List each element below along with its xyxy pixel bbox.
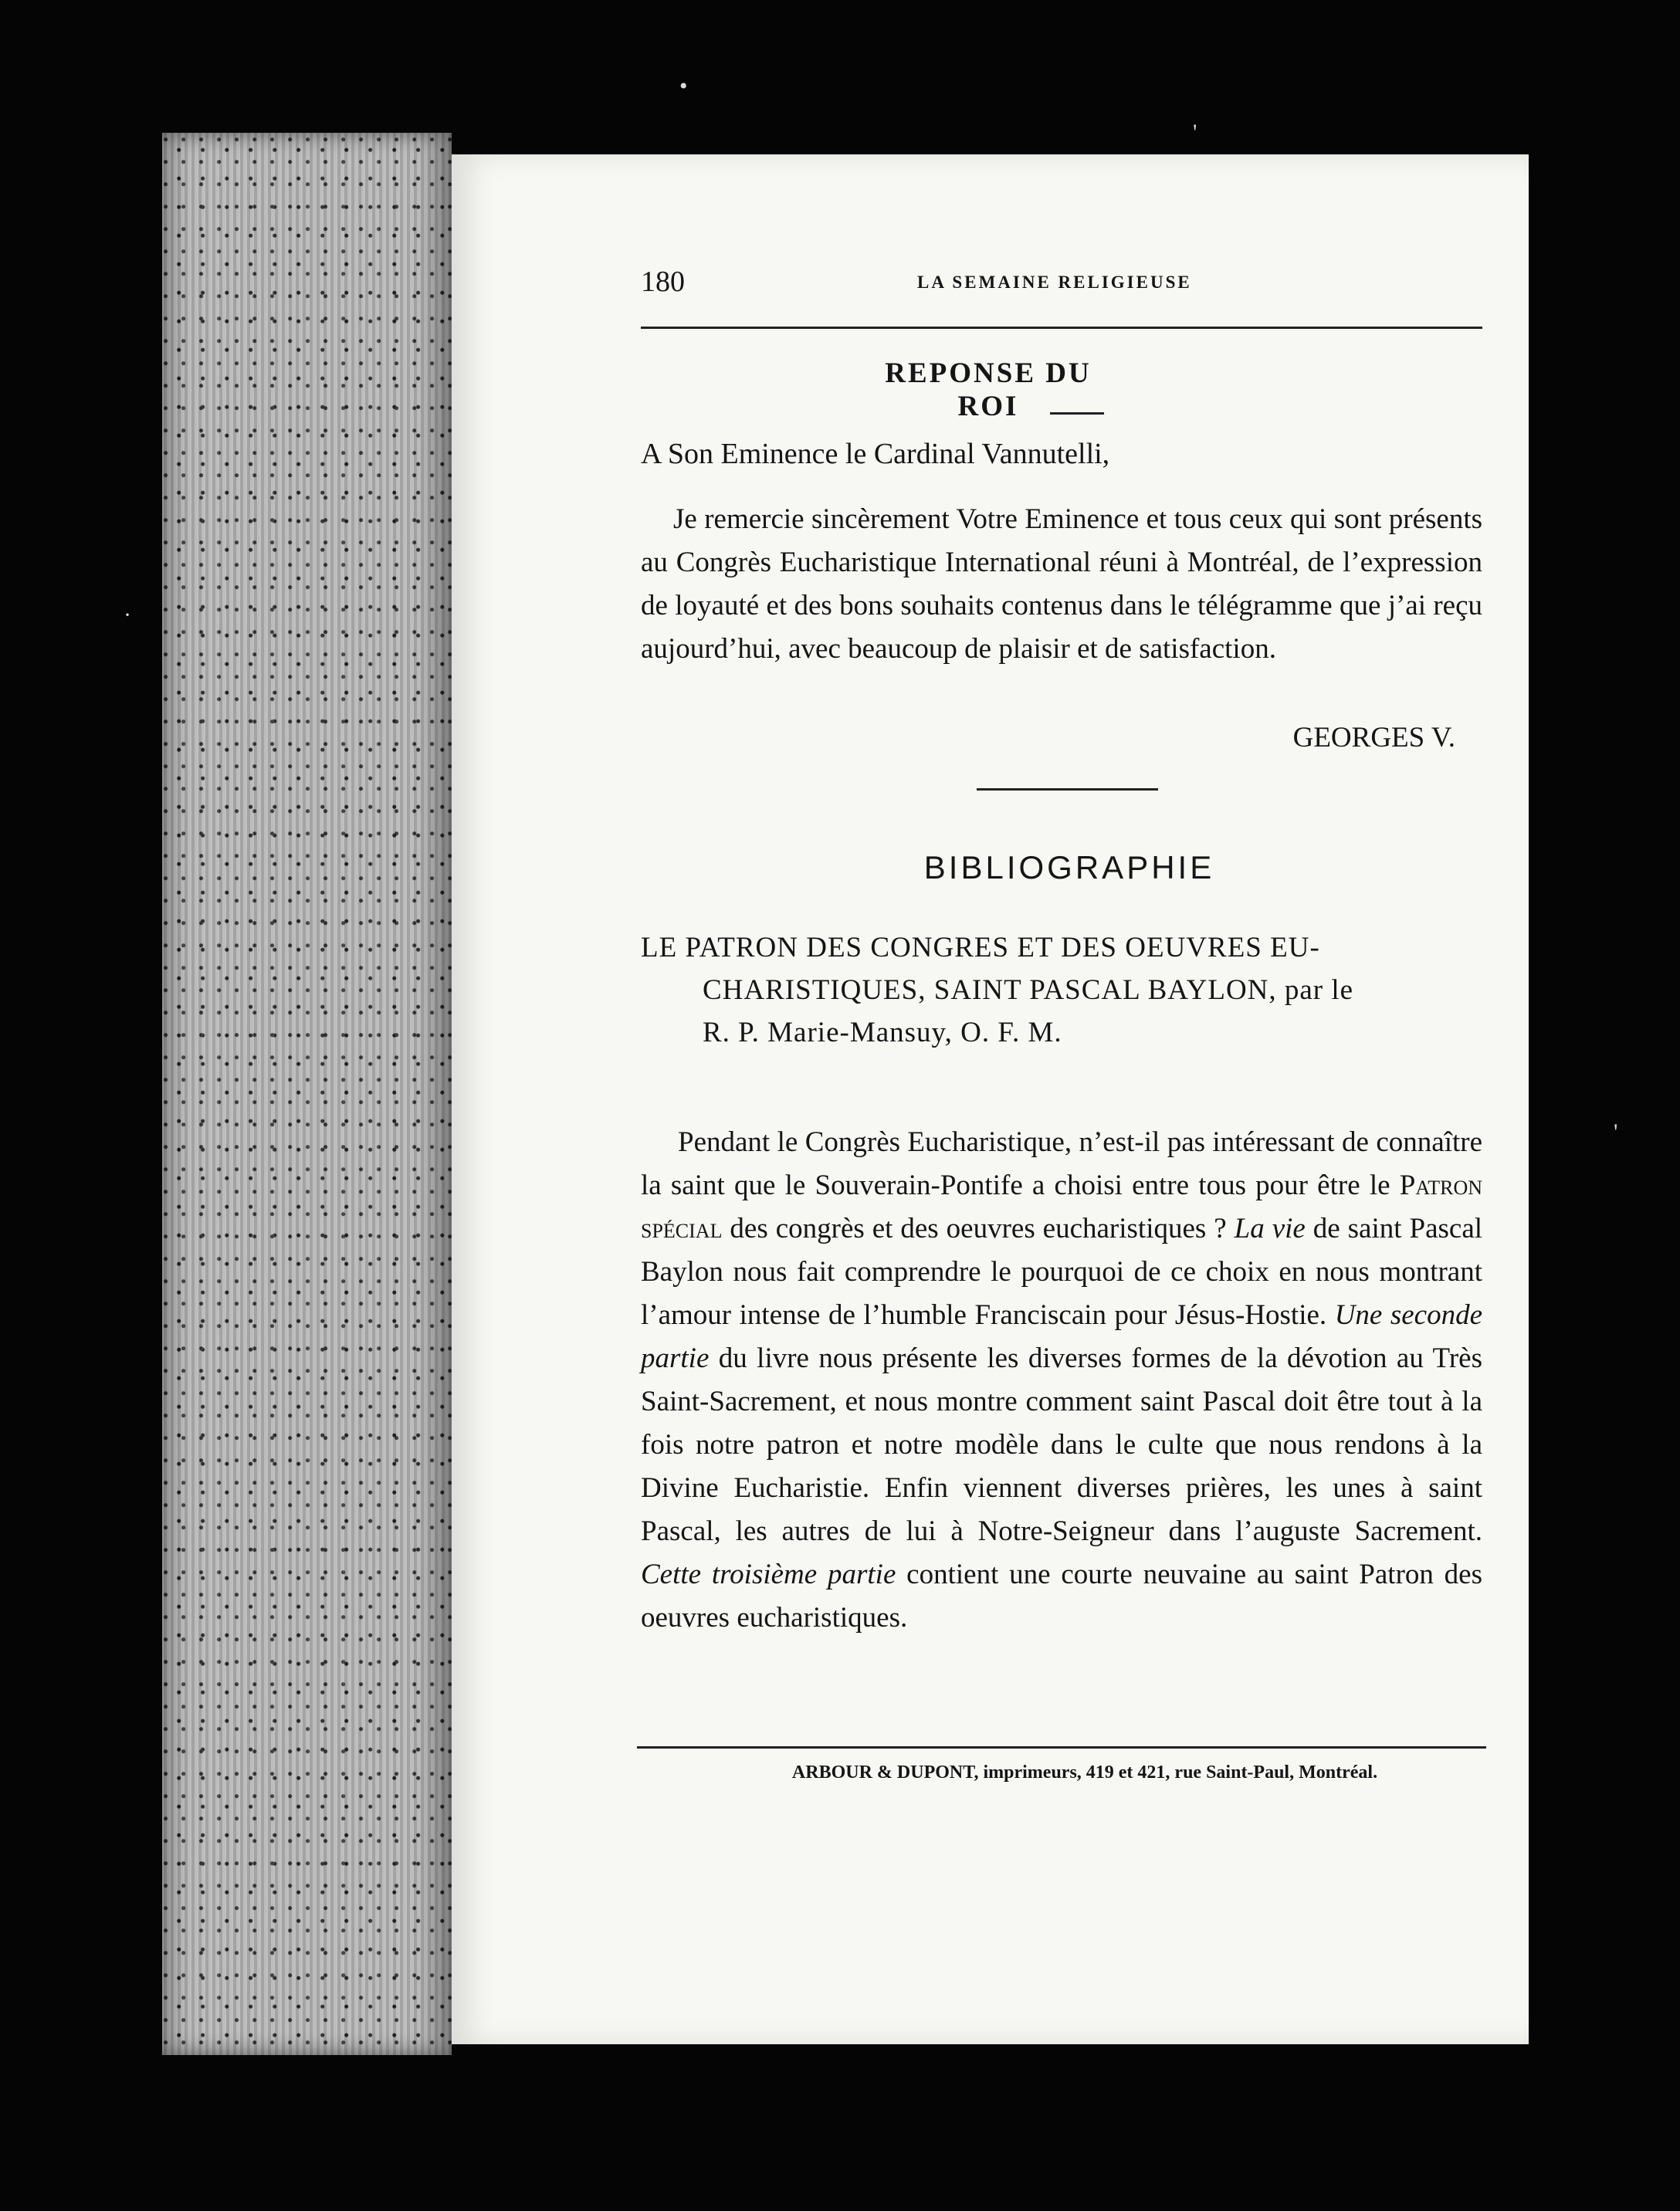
book-page-edges: [162, 133, 452, 2055]
description-text-3: de saint Pascal Baylon nous fait comprendre le pourquoi de ce choix en nous montrant l’amour intense de l’humble Franciscain pour Jésus-Hostie.: [641, 1213, 1483, 1331]
scan-speck: ·: [124, 602, 131, 628]
description-text-2: des congrès et des oeuvres eucharistiques ?: [722, 1213, 1235, 1244]
title-dash: [1050, 412, 1104, 415]
reply-title: REPONSE DU ROI: [885, 357, 1092, 422]
page-header: [641, 265, 1482, 311]
footer-rule: [637, 1746, 1486, 1749]
book-title-line1: LE PATRON DES CONGRES ET DES OEUVRES EU-: [641, 932, 1320, 963]
second-part-italic: Une seconde partie: [641, 1299, 1483, 1374]
third-part-italic: Cette troisième partie: [641, 1559, 896, 1590]
la-vie-italic: La vie: [1234, 1213, 1306, 1244]
scan-speck: ': [1614, 1119, 1618, 1145]
letter-body: Je remercie sincèrement Votre Eminence et tous ceux qui sont présents au Congrès Eucharistique International réuni à Montréal, de l’expression de loyauté et des bons souhaits contenus dans le télégramme que j’ai reçu aujourd’hui, avec beaucoup de plaisir et de satisfaction.: [641, 503, 1482, 665]
page-number: 180: [641, 266, 685, 298]
scan-speck: •: [679, 73, 688, 99]
printed-page: [452, 154, 1529, 2044]
running-title: LA SEMAINE RELIGIEUSE: [917, 273, 1192, 292]
book-title: [641, 926, 1482, 1054]
description-text-1: Pendant le Congrès Eucharistique, n’est-il pas intéressant de connaître la saint que le Souverain-Pontife a choisi entre tous pour être le: [641, 1126, 1482, 1201]
letter-salutation: A Son Eminence le Cardinal Vannutelli,: [641, 438, 1110, 470]
printer-imprint: ARBOUR & DUPONT, imprimeurs, 419 et 421, rue Saint-Paul, Montréal.: [791, 1762, 1378, 1783]
scan-speck: ': [1193, 120, 1197, 145]
description-text-5: contient une courte neuvaine au saint Patron des oeuvres eucharistiques.: [641, 1559, 1482, 1634]
section-divider: [977, 788, 1158, 791]
bibliography-description: [641, 1121, 1482, 1640]
patron-special-smallcaps: Patron spécial: [641, 1170, 1482, 1244]
description-text-4: du livre nous présente les diverses formes de la dévotion au Très Saint-Sacrement, et nous montre comment saint Pascal doit être tout à la fois notre patron et notre modèle dans le culte que nous rendons à la Divine Eucharistie. Enfin viennent diverses prières, les unes à saint Pascal, les autres de lui à Notre-Seigneur dans l’auguste Sacrement.: [641, 1343, 1482, 1547]
book-title-line3: R. P. Marie-Mansuy, O. F. M.: [703, 1017, 1062, 1048]
book-title-line2: CHARISTIQUES, SAINT PASCAL BAYLON, par le: [703, 974, 1354, 1006]
letter-signature: GEORGES V.: [1292, 722, 1455, 753]
bibliography-title: BIBLIOGRAPHIE: [923, 849, 1215, 885]
header-rule: [641, 327, 1482, 329]
